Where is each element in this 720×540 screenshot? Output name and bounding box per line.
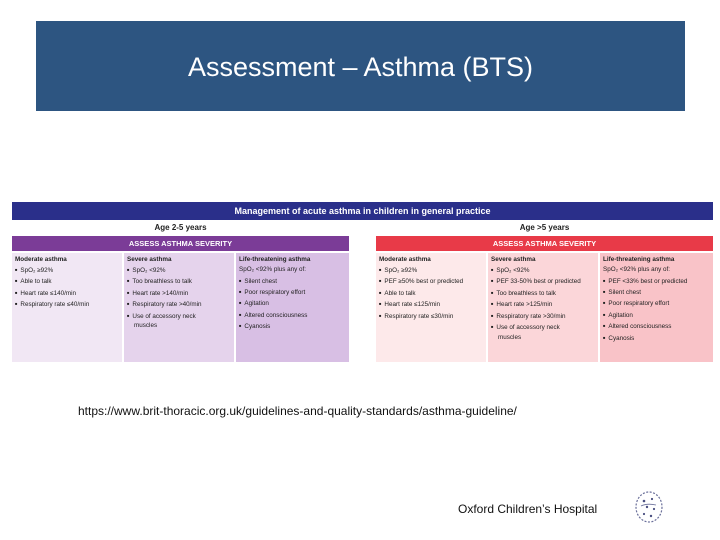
list-item: ■ Able to talk xyxy=(379,288,483,299)
list-item: ■ Able to talk xyxy=(15,276,119,287)
list-item: ■ Agitation xyxy=(239,298,346,309)
list-item: ■ Heart rate >140/min xyxy=(127,288,231,299)
column-heading: Life-threatening asthma xyxy=(603,256,675,263)
list-item: ■ Agitation xyxy=(603,310,710,321)
left-age-label: Age 2-5 years xyxy=(154,223,207,232)
footer-hospital-name: Oxford Children’s Hospital xyxy=(458,502,598,516)
left-assess-header: ASSESS ASTHMA SEVERITY xyxy=(12,236,349,251)
list-item: ■ Use of accessory neck xyxy=(491,322,595,333)
column-subheading: SpO₂ <92% plus any of: xyxy=(239,266,307,273)
table-banner: Management of acute asthma in children in general practice xyxy=(12,202,713,220)
list-item: ■ Respiratory rate >30/min xyxy=(491,311,595,322)
title-bar xyxy=(36,21,685,111)
list-item: ■ Heart rate >125/min xyxy=(491,299,595,310)
list-item: ■ PEF ≥50% best or predicted xyxy=(379,276,483,287)
list-item: ■ Heart rate ≤140/min xyxy=(15,288,119,299)
list-item: ■ Heart rate ≤125/min xyxy=(379,299,483,310)
right-life-threatening-column xyxy=(600,253,713,362)
list-item: ■ PEF 33-50% best or predicted xyxy=(491,276,595,287)
column-heading: Moderate asthma xyxy=(379,256,431,263)
left-severe-column xyxy=(124,253,234,362)
hospital-logo-icon xyxy=(632,489,666,525)
list-item: ■ SpO₂ <92% xyxy=(491,265,595,276)
column-heading: Severe asthma xyxy=(127,256,172,263)
source-url[interactable]: https://www.brit-thoracic.org.uk/guidelines-and-quality-standards/asthma-guideline/ xyxy=(78,404,517,418)
right-age-label: Age >5 years xyxy=(519,223,570,232)
list-item: ■ Cyanosis xyxy=(603,333,710,344)
asthma-severity-table xyxy=(12,202,713,362)
list-item: ■ Respiratory rate ≤40/min xyxy=(15,299,119,310)
list-item: ■ Cyanosis xyxy=(239,321,346,332)
list-item: ■ Altered consciousness xyxy=(603,321,710,332)
list-item: ■ SpO₂ ≥92% xyxy=(15,265,119,276)
list-item-continuation: muscles xyxy=(134,322,158,330)
right-moderate-column xyxy=(376,253,486,362)
list-item: ■ Altered consciousness xyxy=(239,310,346,321)
list-item: ■ Silent chest xyxy=(603,287,710,298)
list-item: ■ Respiratory rate ≤30/min xyxy=(379,311,483,322)
left-moderate-column xyxy=(12,253,122,362)
list-item: ■ SpO₂ <92% xyxy=(127,265,231,276)
right-assess-header: ASSESS ASTHMA SEVERITY xyxy=(376,236,713,251)
column-heading: Life-threatening asthma xyxy=(239,256,311,263)
left-life-threatening-column xyxy=(236,253,349,362)
list-item: ■ Silent chest xyxy=(239,276,346,287)
list-item: ■ Too breathless to talk xyxy=(491,288,595,299)
list-item-continuation: muscles xyxy=(498,333,522,341)
column-heading: Severe asthma xyxy=(491,256,536,263)
list-item: ■ Poor respiratory effort xyxy=(603,298,710,309)
list-item: ■ Respiratory rate >40/min xyxy=(127,299,231,310)
list-item: ■ SpO₂ ≥92% xyxy=(379,265,483,276)
right-severe-column xyxy=(488,253,598,362)
list-item: ■ Poor respiratory effort xyxy=(239,287,346,298)
list-item: ■ Too breathless to talk xyxy=(127,276,231,287)
list-item: ■ Use of accessory neck xyxy=(127,311,231,322)
list-item: ■ PEF <33% best or predicted xyxy=(603,276,710,287)
slide-title: Assessment – Asthma (BTS) xyxy=(187,52,534,82)
column-subheading: SpO₂ <92% plus any of: xyxy=(603,266,671,273)
column-heading: Moderate asthma xyxy=(15,256,67,263)
